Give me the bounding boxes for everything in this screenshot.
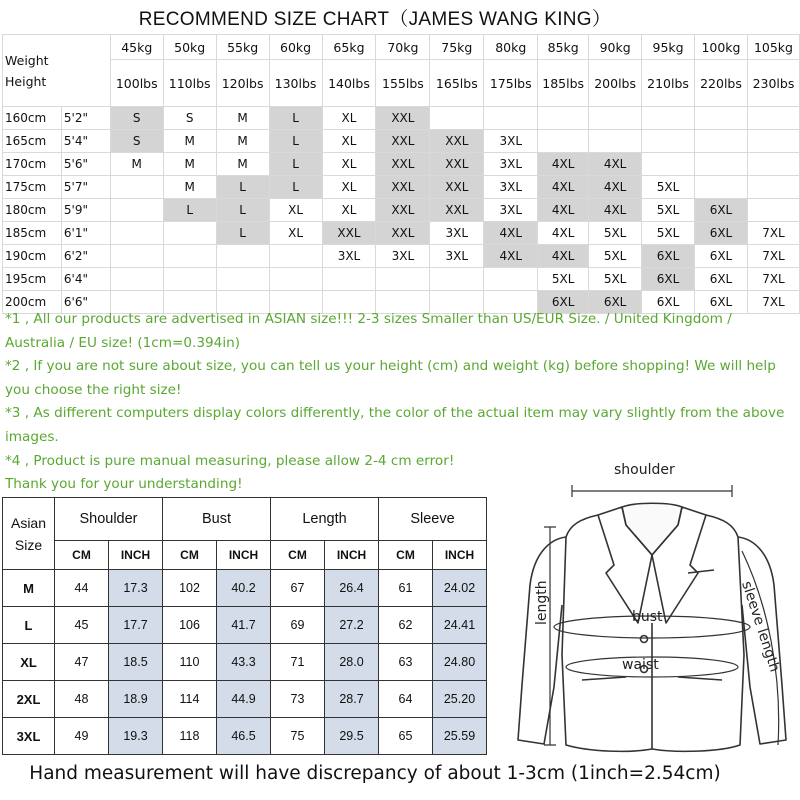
weight-lbs-header: 110lbs [163, 60, 216, 107]
inch-value-cell: 29.5 [325, 718, 379, 755]
size-cell: 7XL [747, 222, 799, 245]
inch-value-cell: 43.3 [217, 644, 271, 681]
weight-lbs-header: 120lbs [216, 60, 269, 107]
size-cell: 6XL [695, 268, 748, 291]
note-3: *3 , As different computers display colors differently, the color of the actual item may vary slightly from the above images. [5, 405, 785, 445]
height-ft-cell: 5'6" [61, 153, 110, 176]
size-cell: 3XL [484, 130, 538, 153]
measurement-group-row [3, 498, 487, 541]
asian-size-line1: Asian [10, 514, 47, 531]
size-cell: XXL [430, 199, 484, 222]
cm-value-cell: 61 [379, 570, 433, 607]
cm-value-cell: 48 [55, 681, 109, 718]
height-ft-cell: 5'7" [61, 176, 110, 199]
weight-kg-header: 95kg [642, 35, 695, 60]
size-cell: M [216, 153, 269, 176]
size-cell: 5XL [589, 245, 642, 268]
weight-lbs-header: 100lbs [110, 60, 163, 107]
cm-value-cell: 65 [379, 718, 433, 755]
asian-size-line2: Size [14, 536, 43, 553]
size-cell: 3XL [430, 222, 484, 245]
size-cell: 6XL [695, 199, 748, 222]
asian-size-cell: 3XL [3, 718, 55, 755]
inch-value-cell: 28.7 [325, 681, 379, 718]
inch-value-cell: 24.80 [433, 644, 487, 681]
size-cell: 3XL [376, 245, 430, 268]
size-cell: 6XL [695, 245, 748, 268]
size-cell: L [269, 153, 322, 176]
waist-label: waist [622, 657, 659, 673]
note-thanks: Thank you for your understanding! [5, 476, 243, 493]
asian-size-cell: XL [3, 644, 55, 681]
size-cell [216, 245, 269, 268]
inch-value-cell: 28.0 [325, 644, 379, 681]
size-cell [747, 130, 799, 153]
size-cell [216, 268, 269, 291]
size-chart-row [3, 245, 800, 268]
weight-kg-header: 105kg [747, 35, 799, 60]
size-cell: 5XL [642, 222, 695, 245]
size-cell: XXL [430, 176, 484, 199]
size-cell [538, 130, 589, 153]
size-cell [747, 176, 799, 199]
unit-header: CM [55, 541, 109, 570]
unit-header: INCH [217, 541, 271, 570]
size-cell: XXL [430, 153, 484, 176]
size-cell: M [216, 107, 269, 130]
size-cell: 5XL [589, 268, 642, 291]
height-cm-cell: 190cm [3, 245, 62, 268]
weight-lbs-header: 200lbs [589, 60, 642, 107]
cm-value-cell: 73 [271, 681, 325, 718]
height-cm-cell: 160cm [3, 107, 62, 130]
size-cell [484, 268, 538, 291]
height-cm-cell: 165cm [3, 130, 62, 153]
size-cell: 6XL [642, 268, 695, 291]
size-cell: 4XL [589, 199, 642, 222]
size-cell: 3XL [484, 176, 538, 199]
size-cell: XXL [376, 176, 430, 199]
weight-kg-row [3, 35, 800, 60]
size-cell: XXL [376, 107, 430, 130]
size-cell [484, 107, 538, 130]
size-cell: 4XL [538, 245, 589, 268]
weight-lbs-row [3, 60, 800, 107]
weight-lbs-header: 185lbs [538, 60, 589, 107]
size-cell: L [269, 107, 322, 130]
cm-value-cell: 75 [271, 718, 325, 755]
cm-value-cell: 64 [379, 681, 433, 718]
cm-value-cell: 63 [379, 644, 433, 681]
size-cell: 7XL [747, 268, 799, 291]
size-cell: S [163, 107, 216, 130]
weight-kg-header: 70kg [376, 35, 430, 60]
size-cell: XL [322, 176, 376, 199]
inch-value-cell: 24.02 [433, 570, 487, 607]
inch-value-cell: 27.2 [325, 607, 379, 644]
size-chart-row [3, 130, 800, 153]
note-2: *2 , If you are not sure about size, you can tell us your height (cm) and weight (kg) before shopping! We will help you choose the right size! [5, 358, 776, 398]
size-cell: L [216, 176, 269, 199]
size-cell: L [216, 222, 269, 245]
weight-height-corner [3, 35, 111, 107]
size-cell: 5XL [538, 268, 589, 291]
size-cell: 7XL [747, 245, 799, 268]
weight-kg-header: 55kg [216, 35, 269, 60]
inch-value-cell: 25.20 [433, 681, 487, 718]
size-cell: 6XL [695, 222, 748, 245]
page-title: RECOMMEND SIZE CHART（JAMES WANG KING） [138, 9, 612, 30]
size-chart-row [3, 222, 800, 245]
size-cell: 4XL [538, 153, 589, 176]
cm-value-cell: 102 [163, 570, 217, 607]
size-cell [376, 268, 430, 291]
weight-kg-header: 60kg [269, 35, 322, 60]
cm-value-cell: 49 [55, 718, 109, 755]
size-cell: 4XL [484, 245, 538, 268]
size-cell: 5XL [589, 222, 642, 245]
size-cell: 4XL [538, 222, 589, 245]
sleeve-length-label: sleeve length [738, 579, 783, 675]
inch-value-cell: 40.2 [217, 570, 271, 607]
weight-lbs-header: 220lbs [695, 60, 748, 107]
height-ft-cell: 5'9" [61, 199, 110, 222]
size-cell [589, 130, 642, 153]
size-chart-row [3, 199, 800, 222]
corner-weight-label: Weight [5, 52, 49, 68]
size-cell: XL [322, 199, 376, 222]
cm-value-cell: 62 [379, 607, 433, 644]
size-cell: 4XL [484, 222, 538, 245]
size-cell: XXL [322, 222, 376, 245]
weight-kg-header: 50kg [163, 35, 216, 60]
inch-value-cell: 24.41 [433, 607, 487, 644]
height-ft-cell: 5'2" [61, 107, 110, 130]
height-ft-cell: 6'6" [61, 291, 110, 314]
size-cell: 4XL [538, 176, 589, 199]
unit-header: CM [379, 541, 433, 570]
unit-header: INCH [433, 541, 487, 570]
size-cell: M [163, 176, 216, 199]
cm-value-cell: 110 [163, 644, 217, 681]
size-cell: 3XL [484, 153, 538, 176]
height-cm-cell: 180cm [3, 199, 62, 222]
size-cell: 5XL [642, 176, 695, 199]
size-cell: 6XL [538, 291, 589, 314]
cm-value-cell: 114 [163, 681, 217, 718]
height-cm-cell: 200cm [3, 291, 62, 314]
size-cell: XL [322, 107, 376, 130]
size-chart-row [3, 153, 800, 176]
size-cell: XXL [376, 222, 430, 245]
note-4: *4 , Product is pure manual measuring, please allow 2-4 cm error! [5, 452, 455, 469]
size-cell: 6XL [642, 245, 695, 268]
size-cell [163, 268, 216, 291]
inch-value-cell: 44.9 [217, 681, 271, 718]
size-cell [269, 245, 322, 268]
measurement-row [3, 607, 487, 644]
size-cell: XL [269, 199, 322, 222]
size-cell: S [110, 107, 163, 130]
inch-value-cell: 17.7 [109, 607, 163, 644]
size-cell: M [110, 153, 163, 176]
weight-kg-header: 90kg [589, 35, 642, 60]
size-cell: L [269, 130, 322, 153]
size-cell [322, 268, 376, 291]
unit-header: CM [163, 541, 217, 570]
size-chart-row [3, 176, 800, 199]
shoulder-label: shoulder [614, 462, 675, 478]
measurement-row [3, 681, 487, 718]
measurement-row [3, 570, 487, 607]
size-cell [110, 222, 163, 245]
size-cell: 4XL [538, 199, 589, 222]
weight-kg-header: 85kg [538, 35, 589, 60]
weight-kg-header: 45kg [110, 35, 163, 60]
size-cell: 6XL [642, 291, 695, 314]
size-cell [642, 130, 695, 153]
size-cell: XL [322, 130, 376, 153]
inch-value-cell: 18.5 [109, 644, 163, 681]
asian-size-cell: 2XL [3, 681, 55, 718]
size-cell [163, 222, 216, 245]
size-cell: M [163, 130, 216, 153]
size-cell [642, 107, 695, 130]
note-1: *1 , All our products are advertised in ASIAN size!!! 2-3 sizes Smaller than US/EUR Size. / United Kingdom / Australia / EU size! (1cm=0.394in) [5, 311, 732, 351]
jacket-measurement-diagram [510, 455, 800, 760]
size-cell: XXL [376, 199, 430, 222]
inch-value-cell: 18.9 [109, 681, 163, 718]
weight-kg-header: 75kg [430, 35, 484, 60]
bust-header: Bust [163, 498, 271, 541]
size-cell [589, 107, 642, 130]
weight-lbs-header: 165lbs [430, 60, 484, 107]
size-cell: XXL [376, 153, 430, 176]
shoulder-header: Shoulder [55, 498, 163, 541]
size-cell [642, 153, 695, 176]
height-cm-cell: 170cm [3, 153, 62, 176]
size-cell: 7XL [747, 291, 799, 314]
jacket-outline [518, 503, 786, 751]
weight-lbs-header: 130lbs [269, 60, 322, 107]
weight-lbs-header: 210lbs [642, 60, 695, 107]
measurement-row [3, 718, 487, 755]
size-cell: M [216, 130, 269, 153]
weight-lbs-header: 155lbs [376, 60, 430, 107]
weight-kg-header: 100kg [695, 35, 748, 60]
size-cell: M [163, 153, 216, 176]
unit-header: INCH [109, 541, 163, 570]
size-cell [430, 107, 484, 130]
size-cell: 3XL [322, 245, 376, 268]
bust-label: bust [632, 609, 663, 625]
height-cm-cell: 195cm [3, 268, 62, 291]
size-cell: XXL [430, 130, 484, 153]
size-cell: L [163, 199, 216, 222]
size-cell [163, 245, 216, 268]
inch-value-cell: 17.3 [109, 570, 163, 607]
size-cell [110, 268, 163, 291]
height-cm-cell: 175cm [3, 176, 62, 199]
length-header: Length [271, 498, 379, 541]
measurement-table [2, 497, 487, 755]
recommend-size-chart [2, 34, 800, 314]
size-cell: 3XL [484, 199, 538, 222]
size-cell: 3XL [430, 245, 484, 268]
size-cell [269, 268, 322, 291]
weight-kg-header: 65kg [322, 35, 376, 60]
footer-note: Hand measurement will have discrepancy of about 1-3cm (1inch=2.54cm) [29, 763, 721, 784]
size-cell: 5XL [642, 199, 695, 222]
height-ft-cell: 5'4" [61, 130, 110, 153]
height-ft-cell: 6'4" [61, 268, 110, 291]
size-cell: 4XL [589, 176, 642, 199]
size-cell: XL [269, 222, 322, 245]
cm-value-cell: 71 [271, 644, 325, 681]
asian-size-cell: L [3, 607, 55, 644]
asian-size-cell: M [3, 570, 55, 607]
cm-value-cell: 44 [55, 570, 109, 607]
measurement-unit-row [3, 541, 487, 570]
corner-height-label: Height [5, 73, 47, 89]
size-cell [430, 268, 484, 291]
height-ft-cell: 6'1" [61, 222, 110, 245]
cm-value-cell: 67 [271, 570, 325, 607]
unit-header: CM [271, 541, 325, 570]
size-cell: 6XL [589, 291, 642, 314]
height-ft-cell: 6'2" [61, 245, 110, 268]
cm-value-cell: 69 [271, 607, 325, 644]
size-cell: XXL [376, 130, 430, 153]
size-cell: XL [322, 153, 376, 176]
cm-value-cell: 47 [55, 644, 109, 681]
height-cm-cell: 185cm [3, 222, 62, 245]
unit-header: INCH [325, 541, 379, 570]
inch-value-cell: 19.3 [109, 718, 163, 755]
asian-size-header [3, 498, 55, 570]
weight-lbs-header: 230lbs [747, 60, 799, 107]
size-cell [695, 130, 748, 153]
size-cell [747, 107, 799, 130]
size-cell [110, 245, 163, 268]
size-cell: 4XL [589, 153, 642, 176]
size-cell [747, 153, 799, 176]
sleeve-header: Sleeve [379, 498, 487, 541]
inch-value-cell: 26.4 [325, 570, 379, 607]
measurement-row [3, 644, 487, 681]
size-chart-row [3, 107, 800, 130]
inch-value-cell: 46.5 [217, 718, 271, 755]
size-cell: L [216, 199, 269, 222]
size-cell [538, 107, 589, 130]
size-chart-row [3, 268, 800, 291]
size-cell [695, 107, 748, 130]
cm-value-cell: 45 [55, 607, 109, 644]
weight-lbs-header: 140lbs [322, 60, 376, 107]
size-cell: 6XL [695, 291, 748, 314]
cm-value-cell: 106 [163, 607, 217, 644]
size-cell [110, 199, 163, 222]
size-cell [695, 176, 748, 199]
cm-value-cell: 118 [163, 718, 217, 755]
size-cell [747, 199, 799, 222]
size-cell: L [269, 176, 322, 199]
inch-value-cell: 25.59 [433, 718, 487, 755]
size-cell [695, 153, 748, 176]
weight-lbs-header: 175lbs [484, 60, 538, 107]
inch-value-cell: 41.7 [217, 607, 271, 644]
size-cell [110, 176, 163, 199]
length-label: length [534, 580, 550, 625]
weight-kg-header: 80kg [484, 35, 538, 60]
size-cell: S [110, 130, 163, 153]
